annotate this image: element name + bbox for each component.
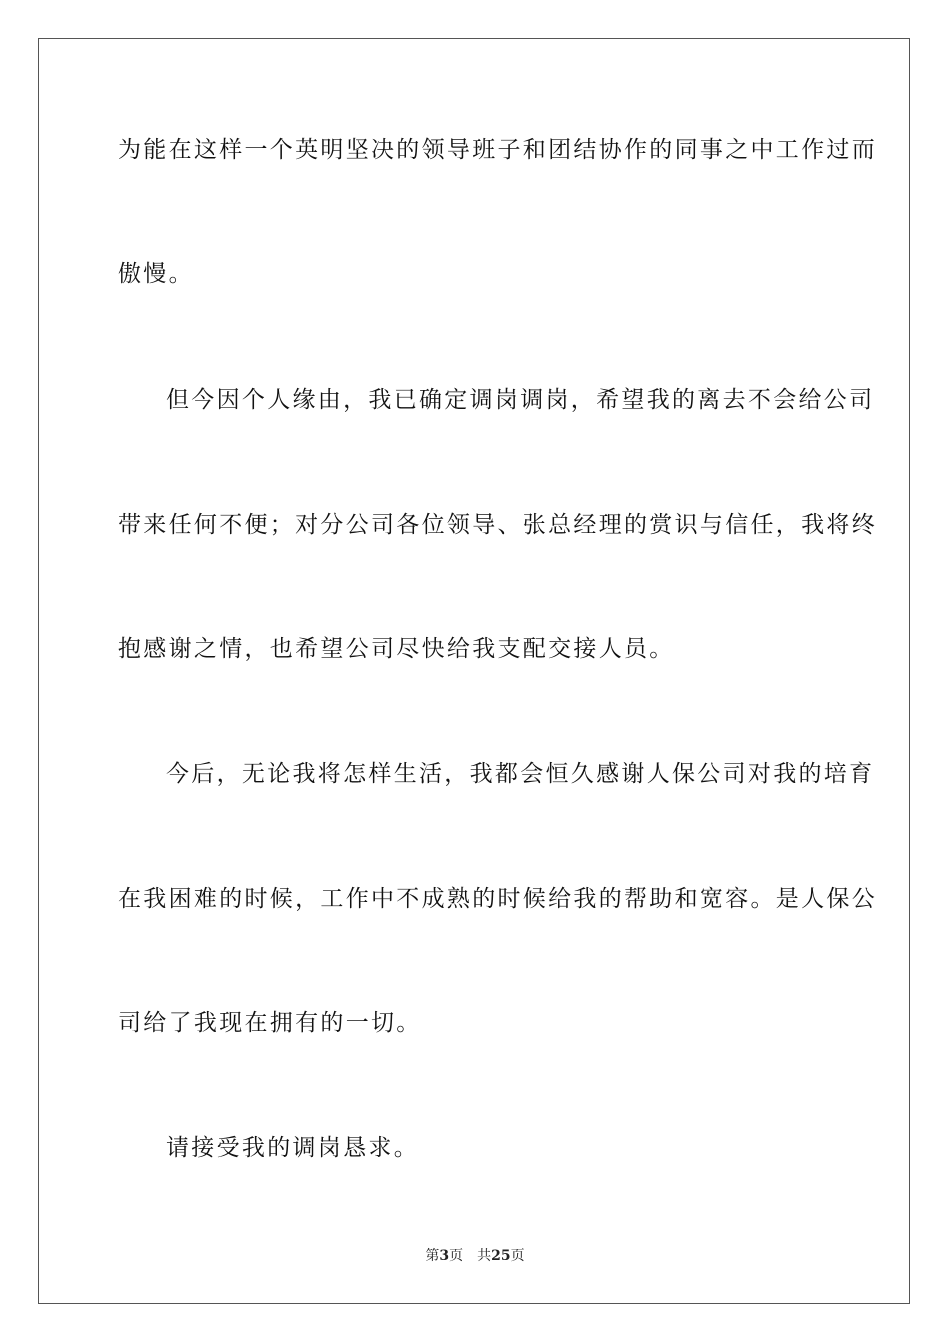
text-line: 司给了我现在拥有的一切。	[118, 1010, 422, 1036]
page-number-suffix: 页	[449, 1248, 464, 1264]
total-pages-suffix: 页	[510, 1248, 525, 1264]
text-line: 抱感谢之情，也希望公司尽快给我支配交接人员。	[118, 636, 675, 662]
paragraph-start-line: 今后，无论我将怎样生活，我都会恒久感谢人保公司对我的培育	[166, 761, 875, 787]
page-border	[38, 38, 910, 1304]
text-line: 为能在这样一个英明坚决的领导班子和团结协作的同事之中工作过而	[118, 137, 877, 163]
paragraph-start-line: 请接受我的调岗恳求。	[166, 1135, 419, 1161]
total-pages-prefix: 共	[477, 1248, 492, 1264]
paragraph-start-line: 但今因个人缘由，我已确定调岗调岗，希望我的离去不会给公司	[166, 387, 875, 413]
text-line: 傲慢。	[118, 261, 194, 287]
page-footer	[0, 1246, 950, 1266]
page-number: 3	[439, 1248, 450, 1264]
total-pages: 25	[491, 1248, 511, 1264]
text-line: 带来任何不便；对分公司各位领导、张总经理的赏识与信任，我将终	[118, 512, 877, 538]
text-line: 在我困难的时候，工作中不成熟的时候给我的帮助和宽容。是人保公	[118, 886, 877, 912]
page-number-prefix: 第	[425, 1248, 440, 1264]
